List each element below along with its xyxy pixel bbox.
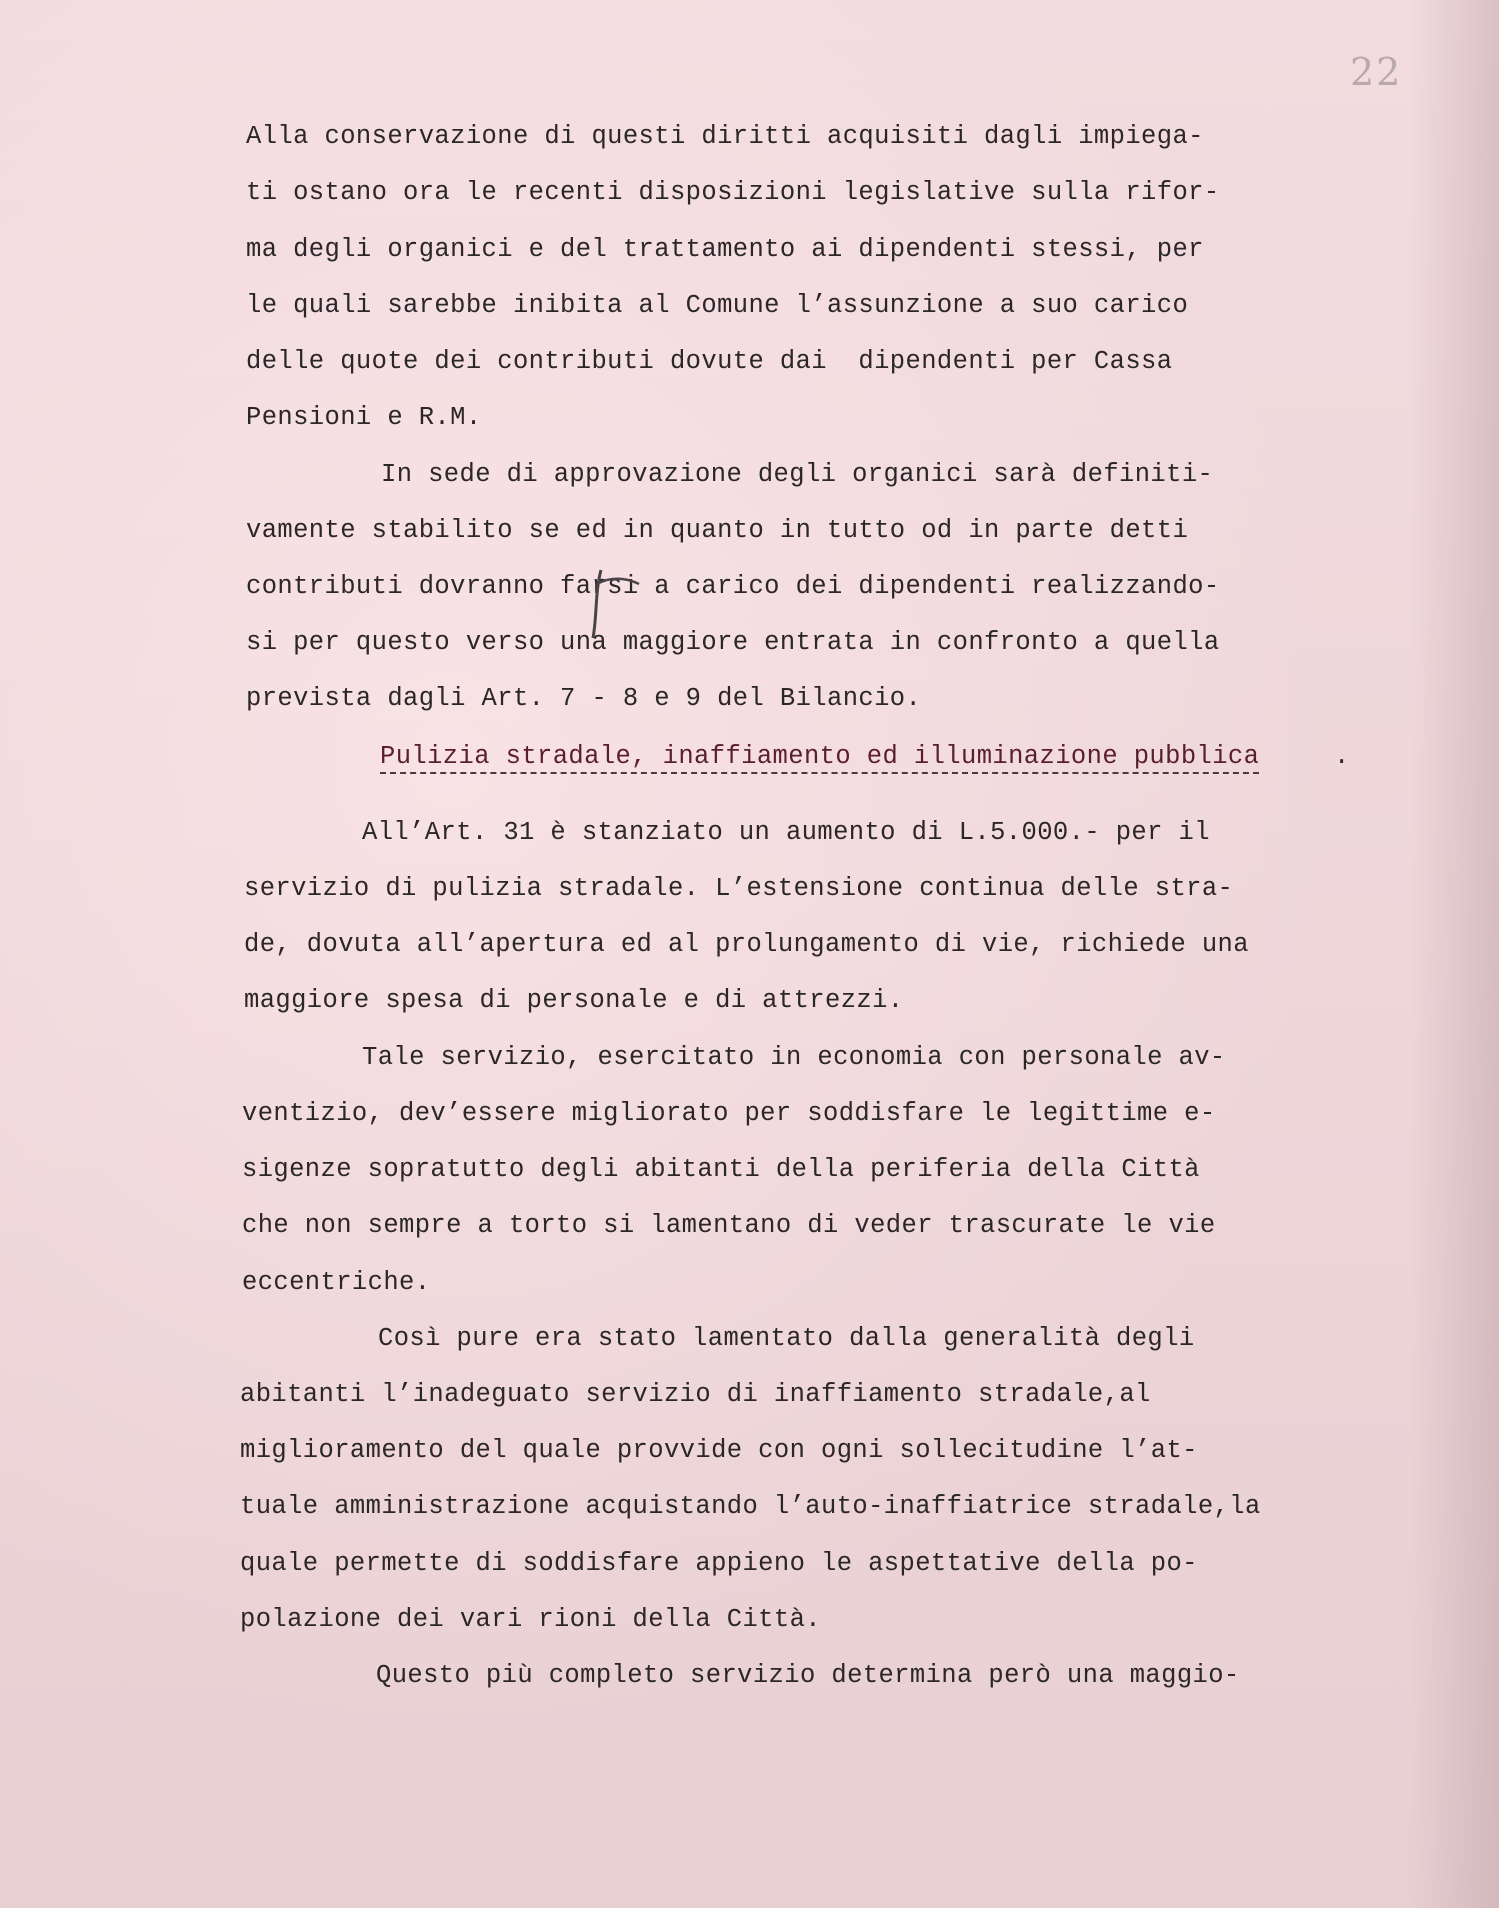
text-line: Così pure era stato lamentato dalla generalità degli: [378, 1324, 1195, 1353]
text-line: sigenze sopratutto degli abitanti della periferia della Città: [242, 1155, 1200, 1184]
text-line: vamente stabilito se ed in quanto in tutto od in parte detti: [246, 516, 1189, 545]
page-edge-shadow: [1409, 0, 1499, 1908]
text-line: ti ostano ora le recenti disposizioni legislative sulla rifor-: [246, 178, 1220, 207]
text-line: delle quote dei contributi dovute dai dipendenti per Cassa: [246, 347, 1173, 376]
text-line: si per questo verso una maggiore entrata in confronto a quella: [246, 628, 1220, 657]
text-line: All’Art. 31 è stanziato un aumento di L.5.000.- per il: [362, 818, 1210, 847]
section-heading-period: .: [1334, 742, 1350, 771]
text-line: maggiore spesa di personale e di attrezzi.: [244, 986, 904, 1015]
text-line: che non sempre a torto si lamentano di veder trascurate le vie: [242, 1211, 1216, 1240]
section-heading: Pulizia stradale, inaffiamento ed illuminazione pubblica: [380, 742, 1259, 774]
text-line: ma degli organici e del trattamento ai dipendenti stessi, per: [246, 235, 1204, 264]
text-line: Pensioni e R.M.: [246, 403, 482, 432]
text-line: miglioramento del quale provvide con ogni sollecitudine l’at-: [240, 1436, 1198, 1465]
page-number: 22: [1350, 50, 1403, 94]
text-line: prevista dagli Art. 7 - 8 e 9 del Bilancio.: [246, 684, 922, 713]
text-line: tuale amministrazione acquistando l’auto-inaffiatrice stradale,la: [240, 1492, 1261, 1521]
text-line: polazione dei vari rioni della Città.: [240, 1605, 821, 1634]
text-line: ventizio, dev’essere migliorato per soddisfare le legittime e-: [242, 1099, 1216, 1128]
text-line: servizio di pulizia stradale. L’estensione continua delle stra-: [244, 874, 1234, 903]
text-line: Tale servizio, esercitato in economia con personale av-: [362, 1043, 1226, 1072]
text-line: In sede di approvazione degli organici sarà definiti-: [381, 460, 1214, 489]
text-line: quale permette di soddisfare appieno le aspettative della po-: [240, 1549, 1198, 1578]
text-line: abitanti l’inadeguato servizio di inaffiamento stradale,al: [240, 1380, 1151, 1409]
handwritten-correction-mark: [583, 562, 653, 642]
text-line: Alla conservazione di questi diritti acquisiti dagli impiega-: [246, 122, 1204, 151]
text-line: eccentriche.: [242, 1268, 431, 1297]
text-line: de, dovuta all’apertura ed al prolungamento di vie, richiede una: [244, 930, 1249, 959]
text-line: Questo più completo servizio determina però una maggio-: [376, 1661, 1240, 1690]
text-line: le quali sarebbe inibita al Comune l’assunzione a suo carico: [246, 291, 1189, 320]
text-line: contributi dovranno farsi a carico dei dipendenti realizzando-: [246, 572, 1220, 601]
